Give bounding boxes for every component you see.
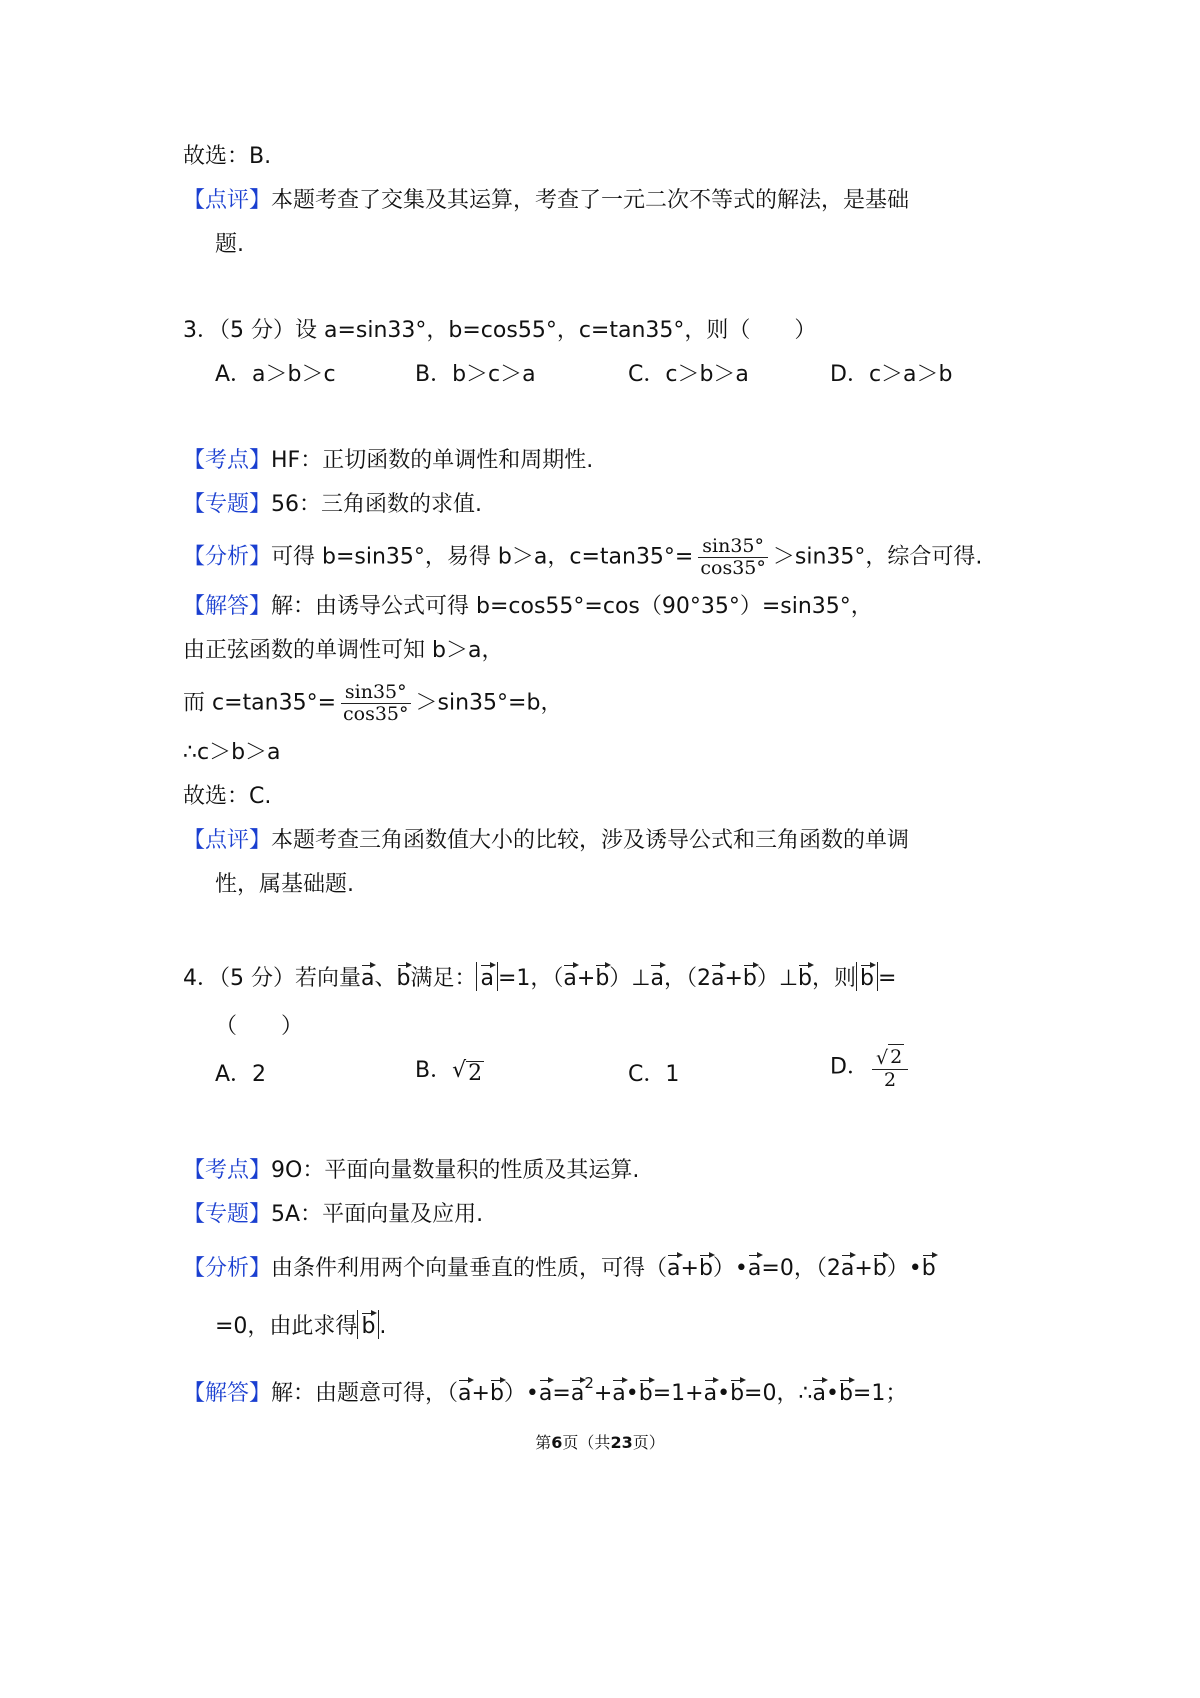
fraction — [339, 682, 413, 725]
fenxi-text: =0，由此求得 — [215, 1314, 358, 1339]
q3-dianping — [183, 826, 909, 856]
q4-option-a: A．2 — [215, 1062, 267, 1087]
q3-option-a: A．a＞b＞c — [215, 362, 336, 387]
vector-a: a — [480, 962, 493, 990]
fenxi-text: =0，（2 — [761, 1256, 841, 1281]
vector-a: a — [711, 962, 724, 990]
vector-b: b — [922, 1252, 936, 1280]
q3-option-d: D．c＞a＞b — [830, 362, 953, 387]
plus: + — [854, 1256, 873, 1281]
q3-line5: 故选：C. — [183, 784, 272, 809]
q4-option-d — [830, 1044, 911, 1091]
q3-option-c: C．c＞b＞a — [628, 362, 749, 387]
q4-jieda — [183, 1368, 907, 1409]
fraction-numerator — [872, 1044, 908, 1070]
fenxi-text: 由条件利用两个向量垂直的性质，可得（ — [271, 1256, 668, 1281]
answer-b: 故选：B. — [183, 144, 272, 169]
abs-b — [856, 962, 878, 991]
jieda-text: + — [593, 1381, 613, 1406]
tag-zhuanti: 【专题】 — [183, 1202, 272, 1227]
stem-sep: 、 — [374, 966, 397, 991]
vector-b: b — [490, 1377, 504, 1405]
jieda-text: 解：由诱导公式可得 b=cos55°=cos（90°35°）=sin35°， — [271, 594, 873, 619]
vector-b: b — [361, 1310, 375, 1338]
tag-jieda: 【解答】 — [183, 1381, 272, 1406]
q4-kaodian — [183, 1156, 639, 1186]
vector-b: b — [860, 962, 874, 990]
jieda-text: =1； — [852, 1381, 908, 1406]
fraction-denominator: 2 — [884, 1069, 897, 1091]
dot: • — [625, 1381, 639, 1406]
stem-text: 4．（5 分）若向量 — [183, 966, 361, 991]
vector-a: a — [458, 1377, 471, 1405]
q3-line2: 由正弦函数的单调性可知 b＞a， — [183, 638, 504, 663]
vector-a: a — [539, 1377, 552, 1405]
radicand: 2 — [890, 1046, 903, 1068]
q3-dianping-cont: 性，属基础题. — [215, 872, 354, 897]
q3-zhuanti — [183, 490, 482, 520]
plus: + — [576, 966, 596, 991]
q4-stem — [183, 962, 896, 994]
tag-dianping: 【点评】 — [183, 188, 272, 213]
zhuanti-text: 56：三角函数的求值. — [271, 492, 483, 517]
vector-a: a — [812, 1377, 825, 1405]
stem-text: ，（2 — [663, 966, 711, 991]
zhuanti-text: 5A：平面向量及应用. — [271, 1202, 484, 1227]
q4-paren: （ ） — [215, 1014, 304, 1039]
comment-text: 本题考查了交集及其运算，考查了一元二次不等式的解法，是基础 — [271, 188, 910, 213]
fraction — [696, 536, 770, 579]
stem-text: = — [877, 966, 897, 991]
option-label: D． — [830, 1054, 869, 1080]
page-footer — [0, 1430, 1200, 1453]
sqrt: √ 2 — [452, 1058, 483, 1086]
tag-dianping: 【点评】 — [183, 828, 272, 853]
vector-a: a — [571, 1377, 584, 1405]
vector-a: a — [563, 962, 576, 990]
q3-line3 — [183, 682, 562, 725]
stem-text: =1，（ — [497, 966, 564, 991]
page-number: 6 — [551, 1433, 563, 1452]
q4-fenxi-cont — [215, 1310, 386, 1342]
vector-b: b — [839, 1377, 853, 1405]
plus: + — [471, 1381, 490, 1406]
sqrt: √ 2 — [875, 1046, 903, 1069]
fenxi-text: ）• — [712, 1256, 748, 1281]
fenxi-pre: 可得 b=sin35°，易得 b＞a，c=tan35°= — [271, 544, 694, 570]
fenxi-text: ）• — [886, 1256, 922, 1281]
fraction-denominator: cos35° — [343, 703, 409, 725]
tag-fenxi: 【分析】 — [183, 1256, 272, 1281]
q4-zhuanti — [183, 1200, 483, 1230]
line3-pre: 而 c=tan35°= — [183, 690, 337, 716]
q3-stem: 3．（5 分）设 a=sin33°，b=cos55°，c=tan35°，则（ ） — [183, 318, 817, 343]
q4-fenxi — [183, 1252, 936, 1284]
q3-option-b: B．b＞c＞a — [415, 362, 536, 387]
page-total: 23 — [610, 1433, 633, 1452]
vector-a: a — [612, 1377, 625, 1405]
fraction — [872, 1044, 908, 1091]
footer-text: 页（共 — [562, 1433, 611, 1452]
abs-b — [357, 1310, 379, 1339]
vector-a: a — [841, 1252, 854, 1280]
jieda-text: 解：由题意可得，（ — [271, 1381, 459, 1406]
vector-a: a — [748, 1252, 761, 1280]
vector-b: b — [639, 1377, 653, 1405]
plus: + — [680, 1256, 699, 1281]
vector-b: b — [798, 962, 812, 990]
fraction-numerator: sin35° — [341, 682, 411, 704]
vector-a: a — [361, 962, 374, 990]
dot: • — [825, 1381, 839, 1406]
footer-text: 第 — [535, 1433, 552, 1452]
footer-text: 页） — [632, 1433, 665, 1452]
kaodian-text: HF：正切函数的单调性和周期性. — [271, 448, 594, 473]
vector-b: b — [699, 1252, 713, 1280]
dot: • — [717, 1381, 731, 1406]
jieda-text: =0，∴ — [744, 1381, 813, 1406]
tag-jieda: 【解答】 — [183, 594, 272, 619]
kaodian-text: 9O：平面向量数量积的性质及其运算. — [271, 1158, 640, 1183]
q3-kaodian — [183, 446, 593, 476]
q4-option-c: C．1 — [628, 1062, 680, 1087]
radicand: 2 — [468, 1061, 483, 1086]
stem-text: 满足： — [410, 966, 477, 991]
vector-a: a — [667, 1252, 680, 1280]
vector-b: b — [730, 1377, 744, 1405]
q4-option-b — [415, 1056, 484, 1086]
stem-text: ，则 — [811, 966, 856, 991]
tag-fenxi: 【分析】 — [183, 544, 272, 570]
superscript: 2 — [584, 1374, 594, 1392]
vector-b: b — [873, 1252, 887, 1280]
jieda-text: ）• — [503, 1381, 539, 1406]
q3-jieda — [183, 592, 873, 622]
tag-kaodian: 【考点】 — [183, 448, 272, 473]
q3-line4: ∴c＞b＞a — [183, 740, 281, 765]
vector-a: a — [704, 1377, 717, 1405]
fenxi-post: ＞sin35°，综合可得. — [772, 544, 983, 570]
q3-fenxi — [183, 536, 982, 579]
comment-q2-cont: 题. — [215, 232, 244, 257]
jieda-text: =1+ — [652, 1381, 704, 1406]
tag-zhuanti: 【专题】 — [183, 492, 272, 517]
comment-q2 — [183, 186, 909, 216]
abs-a — [476, 962, 497, 991]
option-label: B． — [415, 1058, 453, 1083]
line3-post: ＞sin35°=b， — [415, 690, 563, 716]
stem-text: ）⊥ — [756, 966, 799, 991]
jieda-text: = — [552, 1381, 571, 1406]
fraction-numerator: sin35° — [698, 536, 768, 558]
vector-a: a — [650, 962, 663, 990]
fenxi-text: . — [379, 1314, 387, 1339]
plus: + — [724, 966, 743, 991]
tag-kaodian: 【考点】 — [183, 1158, 272, 1183]
dianping-text: 本题考查三角函数值大小的比较，涉及诱导公式和三角函数的单调 — [271, 828, 910, 853]
vector-b: b — [595, 962, 609, 990]
vector-b: b — [397, 962, 411, 990]
stem-text: ）⊥ — [609, 966, 651, 991]
fraction-denominator: cos35° — [700, 557, 766, 579]
vector-b: b — [743, 962, 757, 990]
